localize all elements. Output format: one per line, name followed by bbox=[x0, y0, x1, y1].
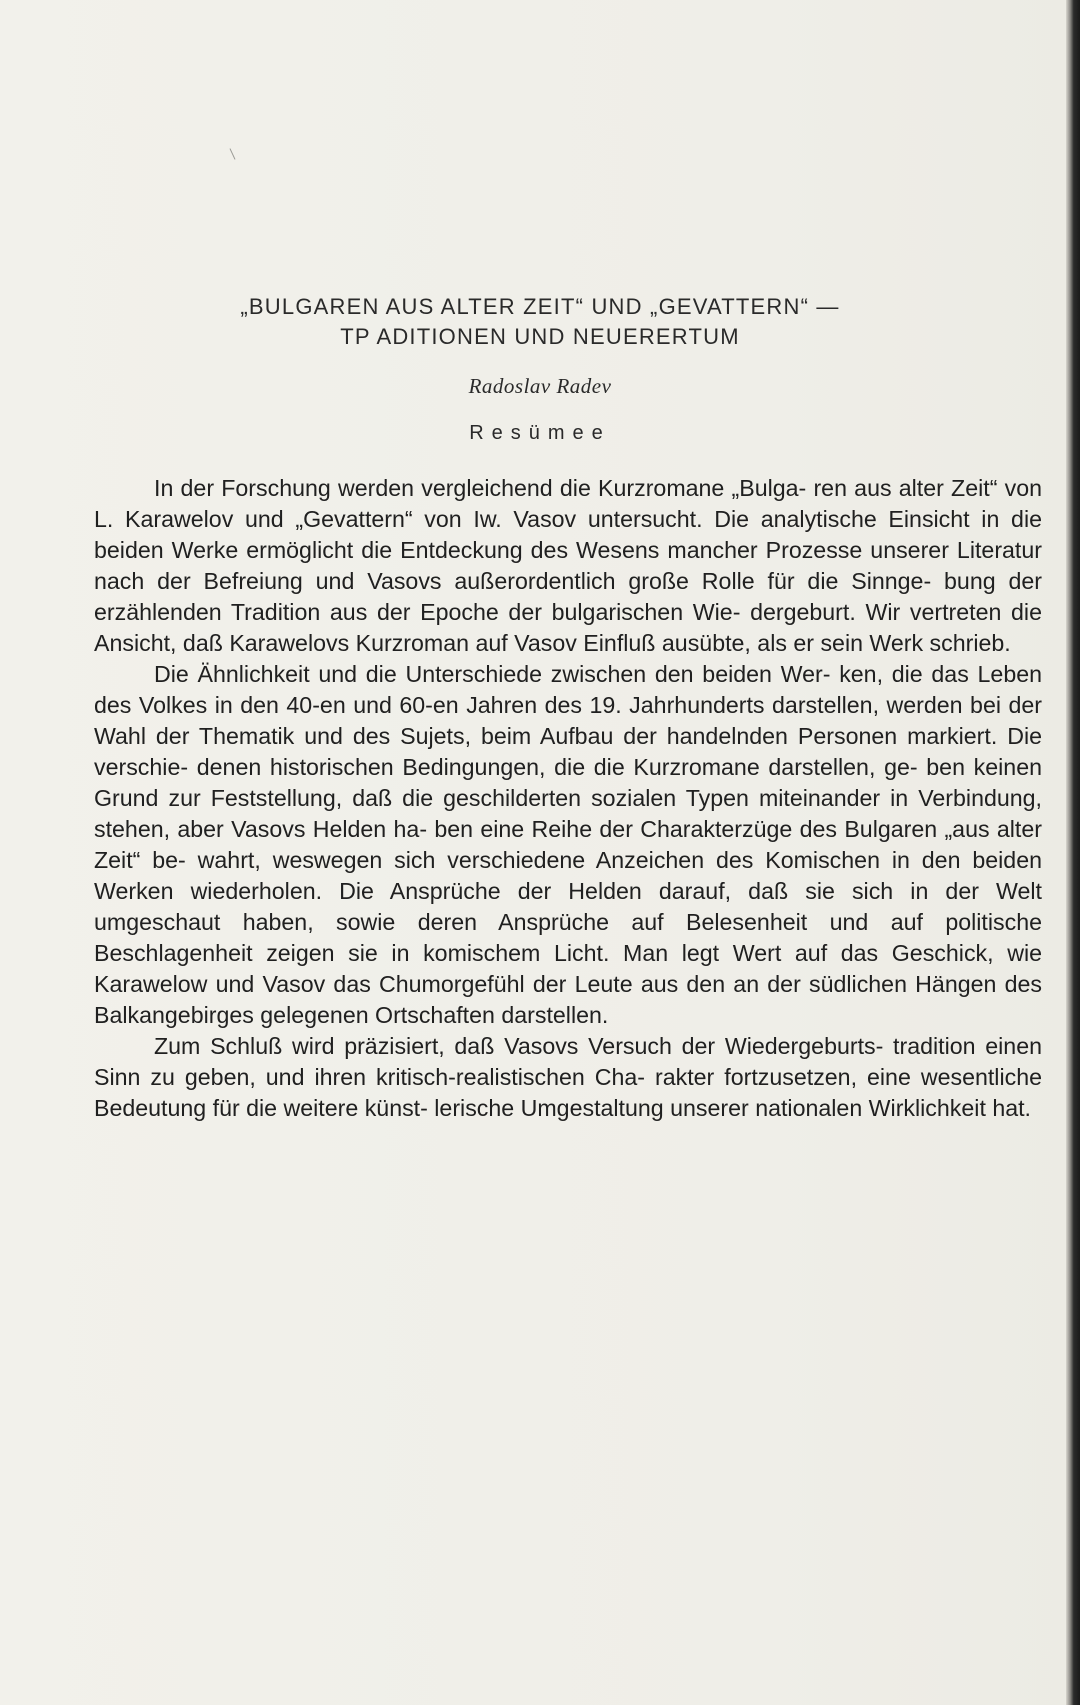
paragraph-2: Die Ähnlichkeit und die Unterschiede zwischen den beiden Wer- ken, die das Leben des Volkes in den 40-en und 60-en Jahren des 19. Jahrhunderts darstellen, werden bei der Wahl der Thematik und des Sujets, beim Aufbau der handelnden Personen markiert. Die verschie- denen historischen Bedingungen, die die Kurzromane darstellen, ge- ben keinen Grund zur Feststellung, daß die geschilderten sozialen Typen miteinander in Verbindung, stehen, aber Vasovs Helden ha- ben eine Reihe der Charakterzüge des Bulgaren „aus alter Zeit“ be- wahrt, weswegen sich verschiedene Anzeichen des Komischen in den beiden Werken wiederholen. Die Ansprüche der Helden darauf, daß sie sich in der Welt umgeschaut haben, sowie deren Ansprüche auf Belesenheit und auf politische Beschlagenheit zeigen sie in komischem Licht. Man legt Wert auf das Geschick, wie Karawelow und Vasov das Chumorgefühl der Leute aus den an der südlichen Hängen des Balkangebirges gelegenen Ortschaften darstellen. bbox=[94, 661, 1042, 1028]
page-binding-edge bbox=[1066, 0, 1080, 1705]
summary-body bbox=[94, 473, 1042, 1124]
article-title bbox=[0, 292, 1080, 352]
paragraph-1: In der Forschung werden vergleichend die Kurzromane „Bulga- ren aus alter Zeit“ von L. Karawelov und „Gevattern“ von Iw. Vasov untersucht. Die analytische Einsicht in die beiden Werke ermöglicht die Entdeckung des Wesens mancher Prozesse unserer Literatur nach der Befreiung und Vasovs außerordentlich große Rolle für die Sinnge- bung der erzählenden Tradition aus der Epoche der bulgarischen Wie- dergeburt. Wir vertreten die Ansicht, daß Karawelovs Kurzroman auf Vasov Einfluß ausübte, als er sein Werk schrieb. bbox=[94, 475, 1042, 656]
title-line-2: TP ADITIONEN UND NEUERERTUM bbox=[340, 324, 740, 349]
section-heading: Resümee bbox=[469, 422, 611, 444]
paragraph-3: Zum Schluß wird präzisiert, daß Vasovs Versuch der Wiedergeburts- tradition einen Sinn zu geben, und ihren kritisch-realistischen Cha- rakter fortzusetzen, eine wesentliche Bedeutung für die weitere künst- lerische Umgestaltung unserer nationalen Wirklichkeit hat. bbox=[94, 1033, 1042, 1121]
author-name: Radoslav Radev bbox=[468, 374, 612, 398]
stray-pencil-mark bbox=[230, 148, 236, 159]
title-line-1: „BULGAREN AUS ALTER ZEIT“ UND „GEVATTERN“ — bbox=[240, 294, 840, 319]
